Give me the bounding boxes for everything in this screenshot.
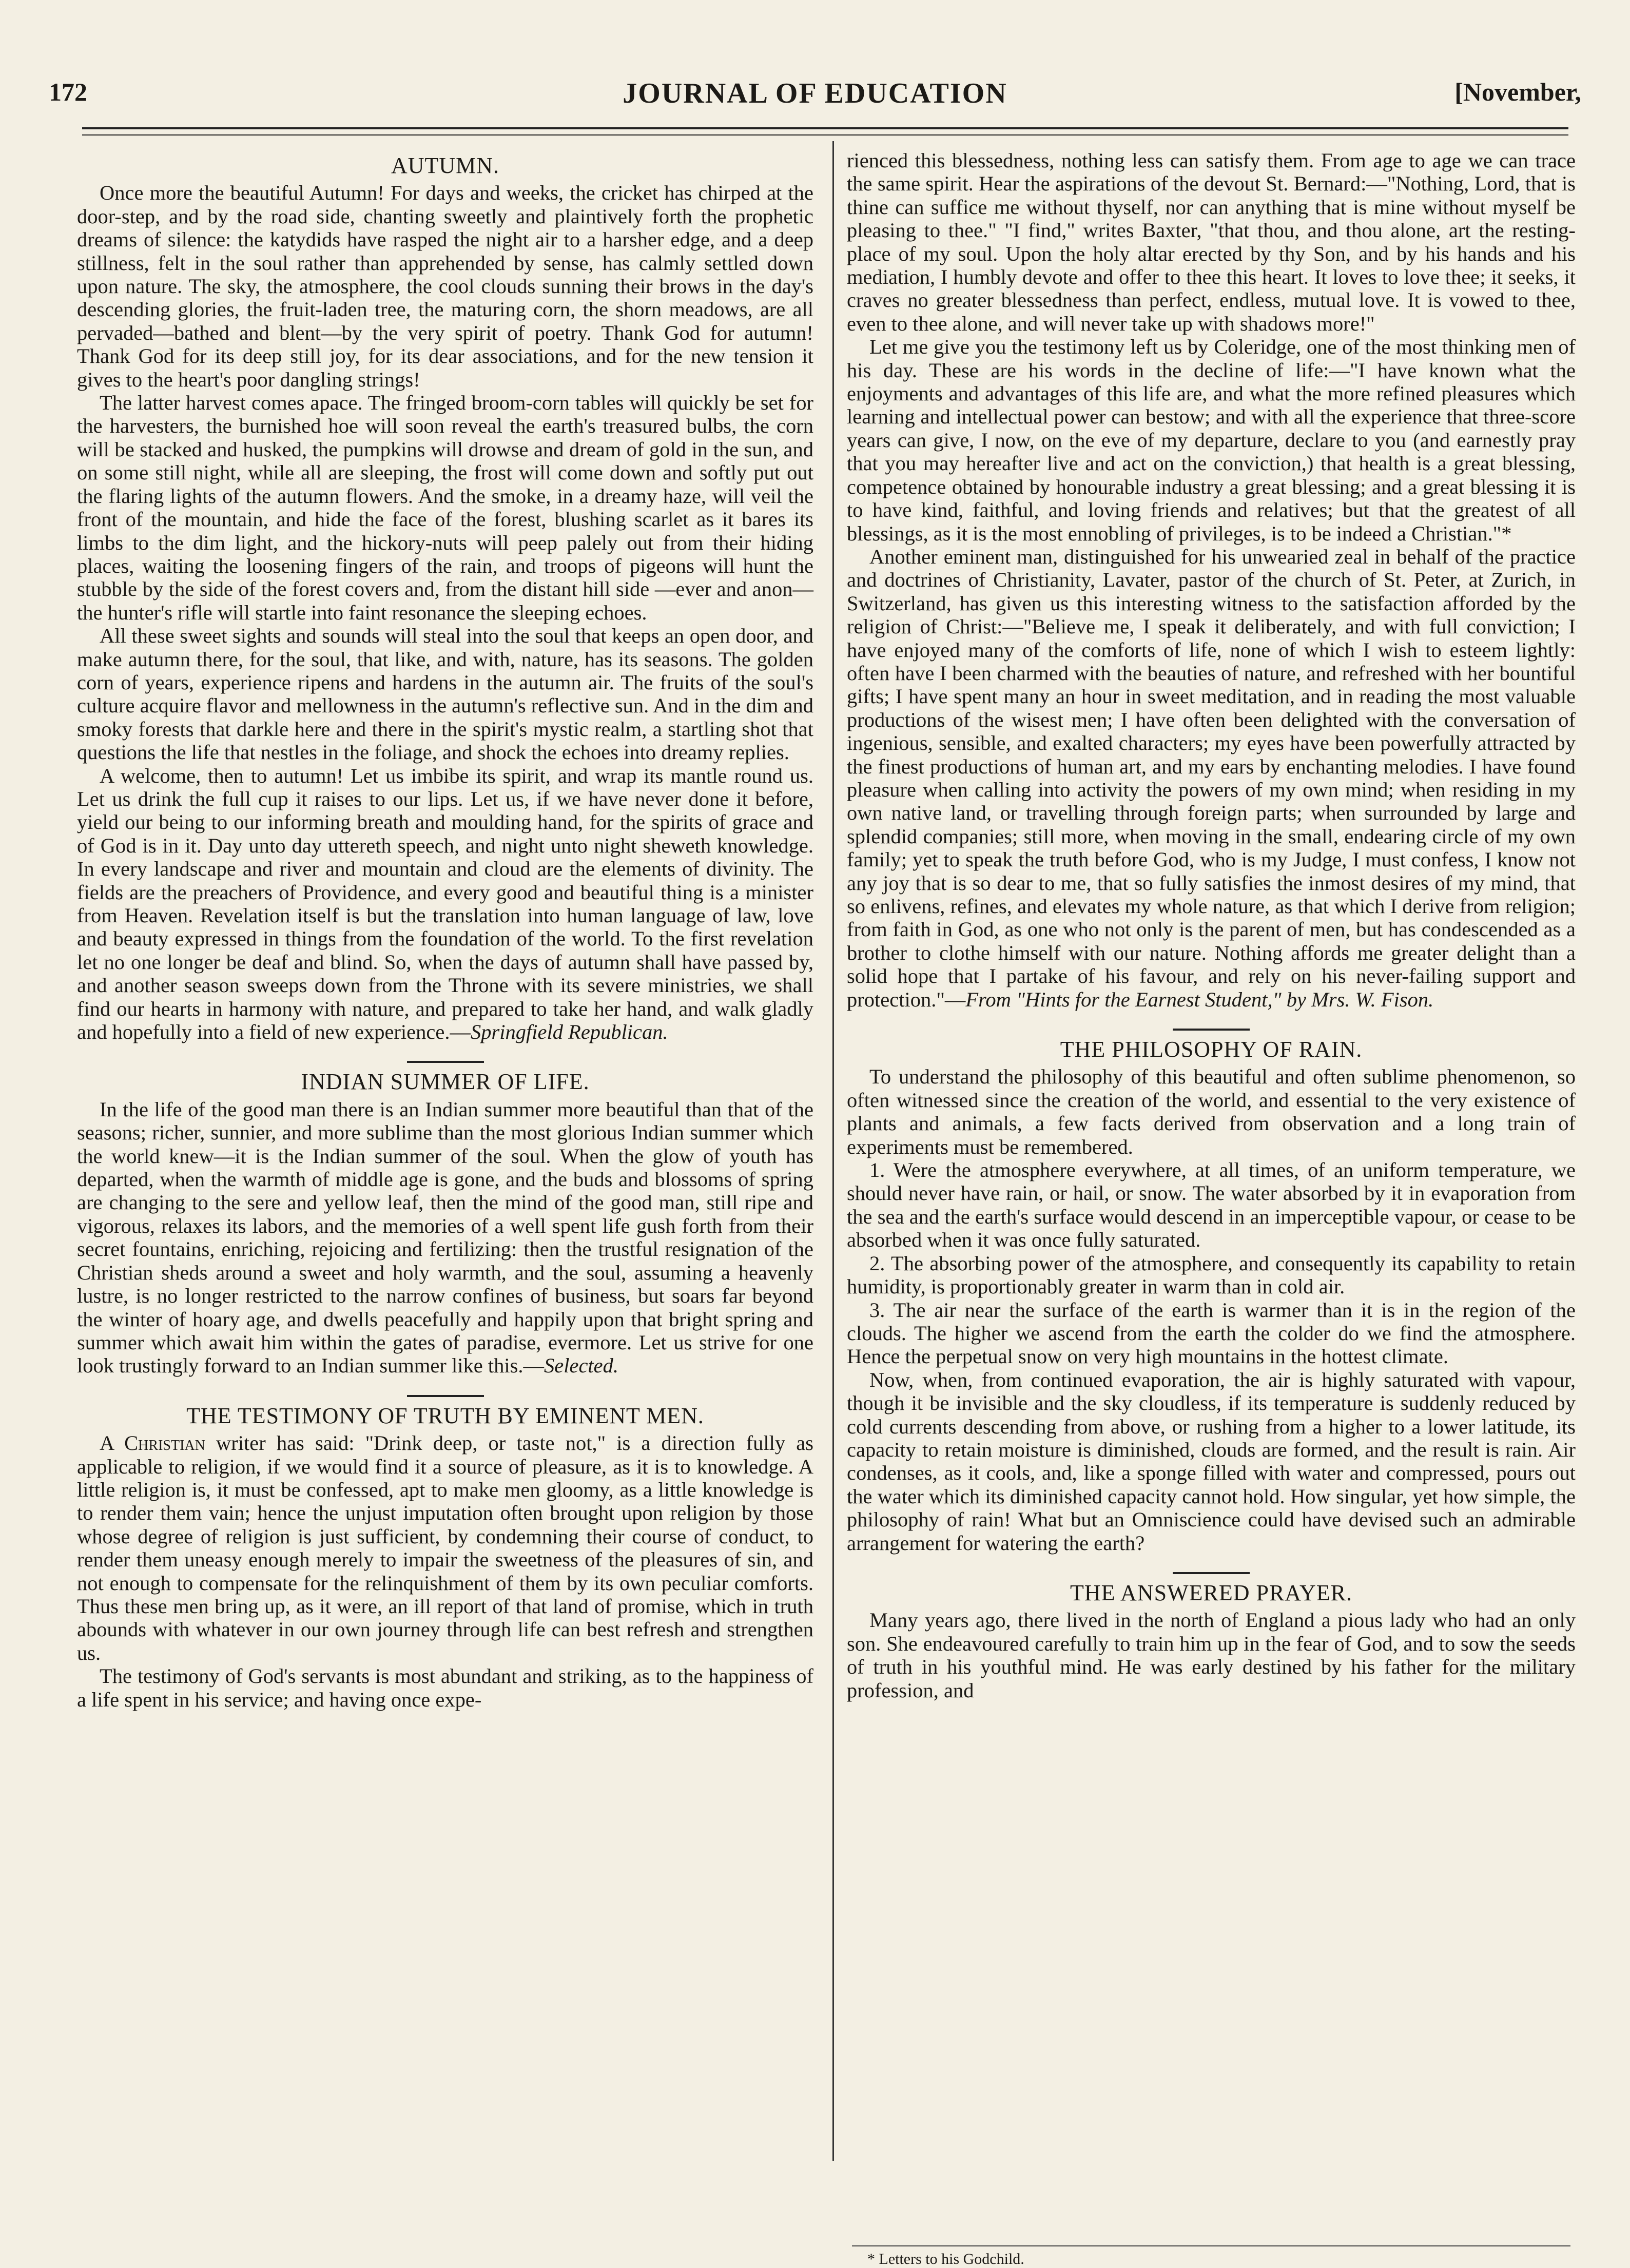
right-column [847, 149, 1576, 1702]
article-title-autumn: AUTUMN. [391, 153, 500, 178]
section-separator [407, 1061, 484, 1063]
article-title-indian-summer: INDIAN SUMMER OF LIFE. [301, 1069, 590, 1095]
indian-summer-text: In the life of the good man there is an Indian summer more beautiful than that of the seasons; richer, sunnier, and more sublime than the most glorious Indian summer which the world knew—it is the Indian summer of the soul. When the glow of youth has departed, when the warmth of middle age is gone, and the buds and blossoms of spring are changing to the sere and yellow leaf, then the mind of the good man, still ripe and vigorous, relaxes its labors, and the memories of a well spent life gush forth from their secret fountains, enriching, rejoicing and fertilizing: then the trustful resignation of the Christian sheds around a sweet and holy warmth, and the soul, assuming a heavenly lustre, is no longer restricted to the narrow confines of business, but soars far beyond the winter of hoary age, and dwells peacefully and happily upon that bright spring and summer which await him within the gates of paradise, evermore. Let us strive for one look trustingly forward to an Indian summer like this.— [77, 1097, 813, 1378]
header-month: [November, [1454, 77, 1581, 106]
section-separator [407, 1395, 484, 1397]
indian-summer-paragraph [77, 1098, 813, 1378]
footnote-rule [852, 2245, 1570, 2246]
article-title-prayer: THE ANSWERED PRAYER. [1070, 1580, 1353, 1605]
rain-paragraph: Now, when, from continued evaporation, the air is highly saturated with vapour, though it be invisible and the sky cloudless, if its temperature is suddenly reduced by cold currents descending from above, or rushing from a higher to a lower latitude, its capacity to retain moisture is diminished, clouds are formed, and the result is rain. Air condenses, as it cools, and, like a sponge filled with water and compressed, pours out the water which its diminished capacity cannot hold. How singular, yet how simple, the philosophy of rain! What but an Omniscience could have devised such an admirable arrangement for watering the earth? [847, 1368, 1576, 1555]
rain-paragraph: 2. The absorbing power of the atmosphere, and consequently its capability to retain humidity, is proportionably greater in warm than in cold air. [847, 1251, 1576, 1298]
testimony-attribution: From "Hints for the Earnest Student," by Mrs. W. Fison. [965, 987, 1434, 1011]
article-title-testimony: THE TESTIMONY OF TRUTH BY EMINENT MEN. [186, 1403, 704, 1428]
testimony-continued-paragraph [847, 545, 1576, 1011]
rain-paragraph: To understand the philosophy of this beautiful and often sublime phenomenon, so often witnessed since the creation of the world, and essential to the very existence of plants and animals, a few facts derived from observation and a long train of experiments must be remembered. [847, 1065, 1576, 1158]
header-rule-thick [82, 127, 1568, 129]
article-title-rain: THE PHILOSOPHY OF RAIN. [1060, 1037, 1363, 1062]
testimony-paragraph: The testimony of God's servants is most abundant and striking, as to the happiness of a life spent in his service; and having once expe- [77, 1664, 813, 1711]
autumn-paragraph: The latter harvest comes apace. The fringed broom-corn tables will quickly be set for the harvesters, the burnished hoe will soon reveal the earth's treasured bulbs, the corn will be stacked and husked, the pumpkins will drowse and dream of gold in the sun, and on some still night, while all are sleeping, the frost will come down and softly put out the flaring lights of the autumn flowers. And the smoke, in a dreamy haze, will veil the front of the mountain, and hide the face of the forest, blushing scarlet as it bares its limbs to the dim light, and the hickory-nuts will peep palely out from their hiding places, waiting the loosening fingers of the rain, and troops of pigeons will hunt the stubble by the side of the forest covers and, from the distant hill side —ever and anon—the hunter's rifle will startle into faint resonance the sleeping echoes. [77, 391, 813, 624]
section-separator [1173, 1572, 1250, 1574]
indian-summer-attribution: Selected. [544, 1354, 619, 1378]
section-separator [1173, 1029, 1250, 1031]
testimony-text: writer has said: "Drink deep, or taste not," is a direction fully as applicable to religion, if we would find it a source of pleasure, as it is to knowledge. A little religion is, it must be confessed, apt to make men gloomy, as a little knowledge is to render them vain; hence the unjust imputation often brought upon religion by those whose degree of religion is just sufficient, by condemning their course of conduct, to render them uneasy enough merely to impair the sweetness of the pleasures of sin, and not enough to compensate for the relinquishment of them by its own peculiar comforts. Thus these men bring up, as it were, an ill report of that land of promise, which in truth abounds with whatever in our own journey through life can best refresh and strengthen us. [77, 1431, 813, 1664]
journal-title: JOURNAL OF EDUCATION [623, 77, 1007, 109]
testimony-continued-paragraph: Let me give you the testimony left us by Coleridge, one of the most thinking men of his day. These are his words in the decline of life:—"I have known what the enjoyments and advantages of this life are, and what the more refined pleasures which learning and intellectual power can bestow; and with all the experience that three-score years can give, I now, on the eve of my departure, declare to you (and earnestly pray that you may hereafter live and act on the conviction,) that health is a great blessing, competence obtained by honourable industry a great blessing; and a great blessing it is to have kind, faithful, and loving friends and relatives; but that the greatest of all blessings, as it is the most ennobling of privileges, is to be indeed a Christian."* [847, 335, 1576, 545]
page-number: 172 [49, 77, 87, 106]
autumn-paragraph: All these sweet sights and sounds will steal into the soul that keeps an open door, and make autumn there, for the soul, that like, and with, nature, has its seasons. The golden corn of years, experience ripens and hardens in the autumn air. The fruits of the soul's culture acquire flavor and mellowness in the autumn's reflective sun. And in the dim and smoky forests that darkle here and there in the spirit's mystic realm, a startling shot that questions the life that nestles in the foliage, and shock the echoes into dreamy replies. [77, 624, 813, 764]
testimony-paragraph [77, 1431, 813, 1664]
testimony-first-word: A Christian [100, 1431, 205, 1455]
rain-paragraph: 1. Were the atmosphere everywhere, at all times, of an uniform temperature, we should never have rain, or hail, or snow. The water absorbed by it in evaporation from the sea and the earth's surface would descend in an imperceptible vapour, or cease to be absorbed when it was once fully saturated. [847, 1158, 1576, 1252]
autumn-attribution: Springfield Republican. [470, 1020, 668, 1044]
lavater-quote: Another eminent man, distinguished for his unwearied zeal in behalf of the practice and doctrines of Christianity, Lavater, pastor of the church of St. Peter, at Zurich, in Switzerland, has given us this interesting witness to the satisfaction afforded by the religion of Christ:—"Believe me, I speak it deliberately, and with full conviction; I have enjoyed many of the comforts of life, none of which I wish to esteem lightly: often have I been charmed with the beauties of nature, and refreshed with her bountiful gifts; I have spent many an hour in sweet meditation, and in reading the most valuable productions of the wisest men; I have often been delighted with the conversation of ingenious, sensible, and exalted characters; my eyes have been powerfully attracted by the finest productions of human art, and my ears by enchanting melodies. I have found pleasure when calling into activity the powers of my own mind; when residing in my own native land, or travelling through foreign parts; when surrounded by large and splendid companies; still more, when moving in the small, endearing circle of my own family; yet to speak the truth before God, who is my Judge, I must confess, I know not any joy that is so dear to me, that so fully satisfies the inmost desires of my mind, that so enlivens, refines, and elevates my whole nature, as that which I derive from religion; from faith in God, as one who not only is the parent of men, but has condescended as a brother to clothe himself with our nature. Nothing affords me greater delight than a solid hope that I partake of his favour, and rely on his never-failing support and protection."— [847, 545, 1576, 1011]
page-header [49, 77, 1581, 118]
testimony-continued-paragraph: rienced this blessedness, nothing less can satisfy them. From age to age we can trace the same spirit. Hear the aspirations of the devout St. Bernard:—"Nothing, Lord, that is thine can suffice me without thyself, nor can anything that is mine without myself be pleasing to thee." "I find," writes Baxter, "that thou, and thou alone, art the resting-place of my soul. Upon the holy altar erected by thy Son, and by his hands and his mediation, I humbly devote and offer to thee this heart. It loves to love thee; it seeks, it craves no greater blessedness than perfect, endless, mutual love. It is vowed to thee, even to thee alone, and will never take up with shadows more!" [847, 149, 1576, 335]
autumn-paragraph: Once more the beautiful Autumn! For days and weeks, the cricket has chirped at the door-step, and by the road side, chanting sweetly and plaintively forth the prophetic dreams of silence: the katydids have rasped the night air to a harsher edge, and a deep stillness, felt in the soul rather than apprehended by sense, has calmly settled down upon nature. The sky, the atmosphere, the cool clouds sunning their brows in the day's descending glories, the fruit-laden tree, the maturing corn, the shorn meadows, are all pervaded—bathed and blent—by the very spirit of poetry. Thank God for autumn! Thank God for its deep still joy, for its dear associations, and for the new tension it gives to the heart's poor dangling strings! [77, 181, 813, 391]
left-column [77, 149, 813, 1711]
column-divider [832, 141, 834, 2161]
rain-paragraph: 3. The air near the surface of the earth is warmer than it is in the region of the clouds. The higher we ascend from the earth the colder do we find the atmosphere. Hence the perpetual snow on very high mountains in the hottest climate. [847, 1298, 1576, 1368]
footnote: * Letters to his Godchild. [867, 2251, 1024, 2267]
autumn-paragraph-text: A welcome, then to autumn! Let us imbibe its spirit, and wrap its mantle round us. Let us drink the full cup it raises to our lips. Let us, if we have never done it before, yield our being to our informing breath and moulding hand, for the spirits of grace and of God is in it. Day unto day uttereth speech, and night unto night sheweth knowledge. In every landscape and river and mountain and cloud are the elements of divinity. The fields are the preachers of Providence, and every good and beautiful thing is a minister from Heaven. Revelation itself is but the translation into human language of law, love and beauty expressed in things from the foundation of the world. To the first revelation let no one longer be deaf and blind. So, when the days of autumn shall have passed by, and another season sweeps down from the Throne with its severe ministries, we shall find our hearts in harmony with nature, and prepared to take her hand, and walk gladly and hopefully into a field of new experience.— [77, 764, 813, 1044]
prayer-paragraph: Many years ago, there lived in the north of England a pious lady who had an only son. She endeavoured carefully to train him up in the fear of God, and to sow the seeds of truth in his youthful mind. He was early destined by his father for the military profession, and [847, 1608, 1576, 1702]
autumn-paragraph [77, 764, 813, 1044]
header-rule-thin [82, 134, 1568, 135]
